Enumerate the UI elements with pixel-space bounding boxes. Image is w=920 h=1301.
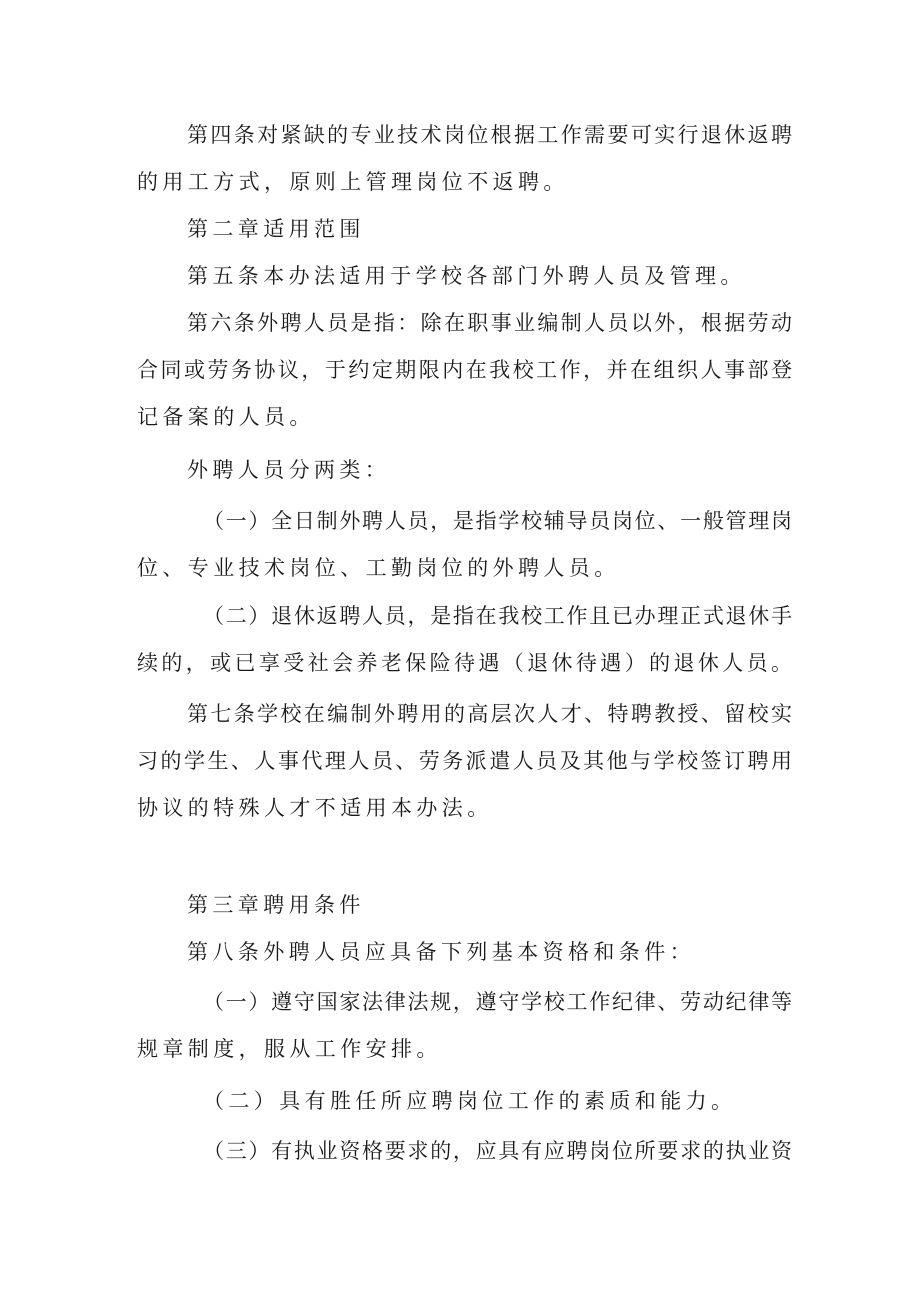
article-5-line-1: 第五条本办法适用于学校各部门外聘人员及管理。 bbox=[187, 264, 746, 288]
category-2-line-2: 续的，或已享受社会养老保险待遇（退休待遇）的退休人员。 bbox=[137, 651, 792, 675]
chapter-2-heading: 第二章适用范围 bbox=[187, 217, 365, 241]
article-4-line-2: 的用工方式，原则上管理岗位不返聘。 bbox=[137, 170, 569, 194]
category-2-line-1: （二）退休返聘人员，是指在我校工作且已办理正式退休手 bbox=[203, 604, 792, 628]
category-1-line-1: （一）全日制外聘人员，是指学校辅导员岗位、一般管理岗 bbox=[203, 509, 792, 533]
article-7-line-2: 习的学生、人事代理人员、劳务派遣人员及其他与学校签订聘用 bbox=[137, 749, 792, 773]
article-6-line-1: 第六条外聘人员是指：除在职事业编制人员以外，根据劳动 bbox=[187, 311, 792, 335]
condition-3-line-1: （三）有执业资格要求的，应具有应聘岗位所要求的执业资 bbox=[203, 1139, 792, 1163]
article-6-line-3: 记备案的人员。 bbox=[137, 405, 315, 429]
category-1-line-2: 位、专业技术岗位、工勤岗位的外聘人员。 bbox=[137, 556, 620, 580]
article-4-line-1: 第四条对紧缺的专业技术岗位根据工作需要可实行退休返聘 bbox=[187, 123, 792, 147]
article-7-line-1: 第七条学校在编制外聘用的高层次人才、特聘教授、留校实 bbox=[187, 702, 792, 726]
chapter-3-heading: 第三章聘用条件 bbox=[187, 893, 365, 917]
condition-1-line-1: （一）遵守国家法律法规，遵守学校工作纪律、劳动纪律等 bbox=[203, 990, 792, 1014]
categories-intro: 外聘人员分两类： bbox=[187, 458, 391, 482]
article-8-line-1: 第八条外聘人员应具备下列基本资格和条件： bbox=[187, 940, 695, 964]
condition-1-line-2: 规章制度，服从工作安排。 bbox=[137, 1037, 442, 1061]
article-6-line-2: 合同或劳务协议，于约定期限内在我校工作，并在组织人事部登 bbox=[137, 358, 792, 382]
article-7-line-3: 协议的特殊人才不适用本办法。 bbox=[137, 796, 493, 820]
condition-2-line-1: （二）具有胜任所应聘岗位工作的素质和能力。 bbox=[203, 1089, 737, 1113]
